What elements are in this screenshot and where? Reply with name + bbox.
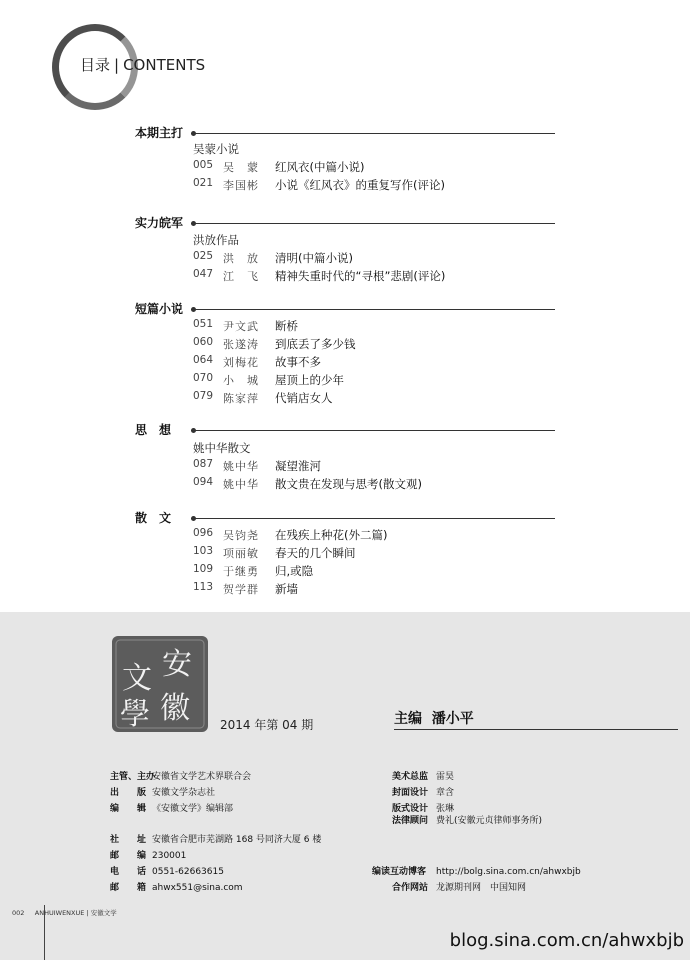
info-row (372, 864, 581, 877)
section-sixiang (135, 421, 555, 493)
entry-author: 项丽敏 (223, 547, 259, 560)
entry-page: 005 (193, 159, 214, 171)
toc-title-en: CONTENTS (123, 56, 206, 74)
info-row (110, 880, 243, 893)
section-group: 吴蒙小说 (193, 142, 239, 156)
entry-page: 064 (193, 354, 214, 366)
info-row (110, 864, 224, 877)
entry-page: 060 (193, 336, 214, 348)
section-benqi (135, 124, 555, 194)
toc-separator: | (114, 56, 120, 74)
info-row (392, 880, 526, 893)
info-label: 社 址 (110, 835, 147, 845)
entry-title: 归,或隐 (275, 564, 314, 578)
info-value: 0551-62663615 (152, 867, 224, 877)
section-rule (191, 309, 555, 310)
publication-cn: 安徽文学 (90, 909, 117, 917)
section-shili (135, 214, 555, 284)
entry-page: 047 (193, 268, 214, 280)
entry-author: 小 城 (223, 374, 259, 387)
entry-author: 吴 蒙 (223, 161, 259, 174)
info-label: 版式设计 (392, 804, 429, 814)
entry-author: 尹文武 (223, 320, 259, 333)
info-label: 出 版 (110, 788, 147, 798)
info-row (110, 848, 186, 861)
magazine-logo (112, 636, 208, 732)
entry-page: 103 (193, 545, 214, 557)
info-value: 安徽省合肥市芜湖路 168 号同济大厦 6 楼 (152, 835, 322, 845)
info-value: 费礼(安徽元贞律师事务所) (436, 816, 543, 826)
info-label: 邮 箱 (110, 883, 147, 893)
info-label: 合作网站 (392, 883, 429, 893)
section-rule (191, 430, 555, 431)
section-group: 姚中华散文 (193, 441, 251, 455)
entry-title: 在残疾上种花(外二篇) (275, 528, 388, 542)
entry-page: 113 (193, 581, 214, 593)
info-row (110, 785, 215, 798)
section-title: 短篇小说 (135, 302, 184, 316)
logo-char-xue: 學 (120, 697, 150, 732)
entry-title: 故事不多 (275, 355, 321, 369)
chief-editor-rule (394, 729, 678, 730)
info-label: 邮 编 (110, 851, 147, 861)
info-value: 龙源期刊网 中国知网 (436, 883, 527, 893)
entry-page: 025 (193, 250, 214, 262)
info-value: 张琳 (436, 804, 455, 814)
entry-title: 代销店女人 (275, 391, 333, 405)
section-sanwen (135, 509, 555, 601)
info-row (110, 832, 321, 845)
section-title: 实力皖军 (135, 216, 184, 230)
info-row (110, 769, 251, 782)
info-value: 230001 (152, 851, 187, 861)
entry-author: 贺学群 (223, 583, 259, 596)
entry-title: 到底丢了多少钱 (275, 337, 356, 351)
page-number: 002 (12, 909, 25, 917)
publication-en: ANHUIWENXUE (34, 909, 85, 917)
info-label: 主管、主办 (110, 772, 156, 782)
section-rule (191, 133, 555, 134)
entry-author: 李国彬 (223, 179, 259, 192)
info-value: 章含 (436, 788, 455, 798)
entry-page: 070 (193, 372, 214, 384)
info-value: 《安徽文学》编辑部 (152, 804, 234, 814)
toc-header (80, 54, 205, 75)
entry-page: 051 (193, 318, 214, 330)
logo-char-hui: 徽 (160, 691, 190, 726)
entry-page: 021 (193, 177, 214, 189)
section-title: 思 想 (135, 423, 172, 437)
entry-title: 春天的几个瞬间 (275, 546, 356, 560)
logo-char-wen: 文 (122, 661, 152, 696)
entry-page: 079 (193, 390, 214, 402)
info-row (392, 769, 454, 782)
entry-author: 刘梅花 (223, 356, 259, 369)
entry-page: 094 (193, 476, 214, 488)
entry-title: 屋顶上的少年 (275, 373, 344, 387)
entry-author: 陈家萍 (223, 392, 259, 405)
info-value: ahwx551@sina.com (152, 883, 243, 893)
info-label: 封面设计 (392, 788, 429, 798)
info-row (392, 813, 542, 826)
chief-editor-name: 潘小平 (431, 711, 474, 727)
entry-author: 姚中华 (223, 478, 259, 491)
entry-title: 清明(中篇小说) (275, 251, 353, 265)
section-duanpian (135, 300, 555, 410)
section-group: 洪放作品 (193, 233, 239, 247)
entry-title: 新墙 (275, 582, 298, 596)
info-label: 编 辑 (110, 804, 147, 814)
entry-page: 109 (193, 563, 214, 575)
blog-watermark: blog.sina.com.cn/ahwxbjb (449, 930, 684, 951)
toc-title-cn: 目录 (80, 56, 111, 74)
info-value: 安徽文学杂志社 (152, 788, 216, 798)
entry-title: 精神失重时代的“寻根”悲剧(评论) (275, 269, 446, 283)
info-row (110, 801, 233, 814)
entry-title: 红风衣(中篇小说) (275, 160, 365, 174)
logo-char-an: 安 (162, 647, 192, 682)
issue-number: 2014 年第 04 期 (220, 718, 314, 732)
chief-editor-label: 主编 (394, 711, 422, 727)
info-value: 雷昊 (436, 772, 455, 782)
entry-title: 散文贵在发现与思考(散文观) (275, 477, 422, 491)
info-label: 美术总监 (392, 772, 429, 782)
entry-title: 小说《红风衣》的重复写作(评论) (275, 178, 445, 192)
section-rule (191, 518, 555, 519)
info-label: 法律顾问 (392, 816, 429, 826)
info-label: 编读互动博客 (372, 867, 427, 877)
entry-author: 洪 放 (223, 252, 259, 265)
section-title: 散 文 (135, 511, 172, 525)
info-label: 电 话 (110, 867, 147, 877)
entry-author: 姚中华 (223, 460, 259, 473)
section-rule (191, 223, 555, 224)
entry-author: 江 飞 (223, 270, 259, 283)
page-footer: 002 ANHUIWENXUE | 安徽文学 (12, 909, 117, 917)
entry-author: 吴钧尧 (223, 529, 259, 542)
section-title: 本期主打 (135, 126, 184, 140)
info-value: 安徽省文学艺术界联合会 (152, 772, 252, 782)
chief-editor (394, 708, 474, 728)
info-link-blog[interactable]: http://bolg.sina.com.cn/ahwxbjb (436, 867, 581, 877)
entry-page: 096 (193, 527, 214, 539)
entry-author: 张遂涛 (223, 338, 259, 351)
entry-title: 断桥 (275, 319, 298, 333)
entry-author: 于继勇 (223, 565, 259, 578)
info-row (392, 785, 454, 798)
entry-title: 凝望淮河 (275, 459, 321, 473)
entry-page: 087 (193, 458, 214, 470)
